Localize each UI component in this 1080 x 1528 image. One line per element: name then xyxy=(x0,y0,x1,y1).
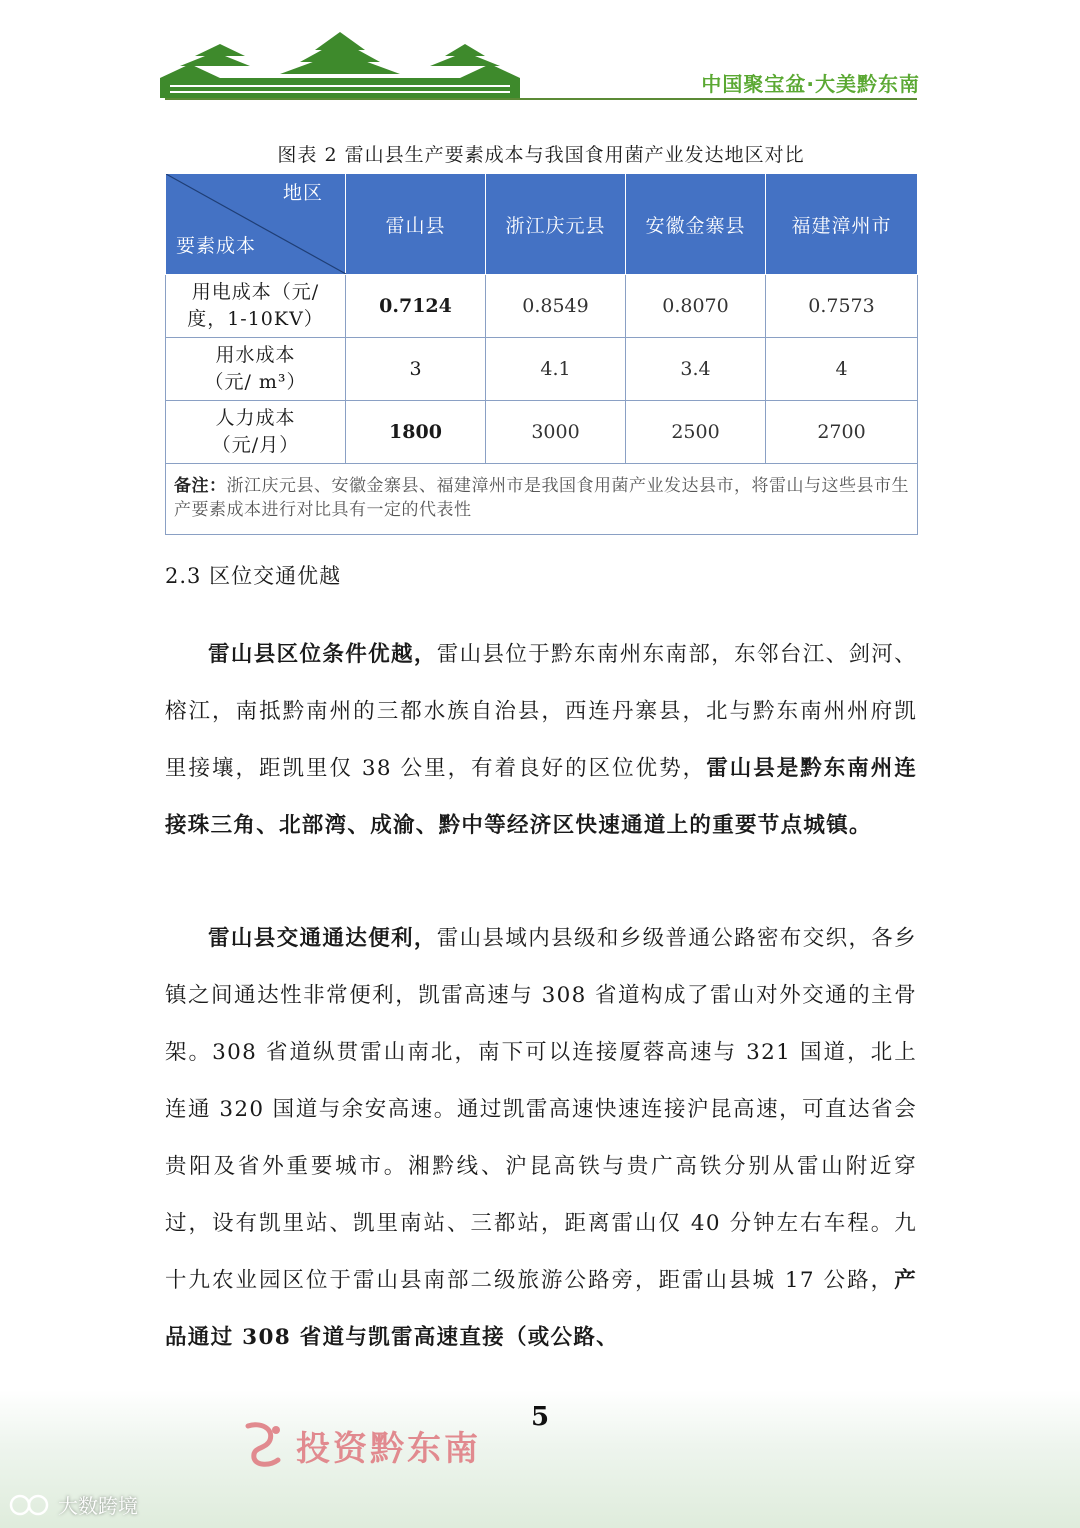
table-row xyxy=(166,338,918,401)
row-label-line: （元/月） xyxy=(211,434,300,456)
table-row xyxy=(166,401,918,464)
note-text: 浙江庆元县、安徽金寨县、福建漳州市是我国食用菌产业发达县市，将雷山与这些县市生产要素成本进行对比具有一定的代表性 xyxy=(174,476,909,520)
table-cell: 2700 xyxy=(766,401,918,464)
column-header: 雷山县 xyxy=(346,174,486,275)
paragraph-bold-text: 雷山县是黔东南州连接珠三角、北部湾、成渝、黔中等经济区快速通道上的重要节点城镇。 xyxy=(165,756,918,838)
table-cell: 4.1 xyxy=(486,338,626,401)
table-cell: 2500 xyxy=(626,401,766,464)
body-paragraph xyxy=(165,626,917,854)
row-label-line: （元/ m³） xyxy=(204,371,307,393)
table-cell: 3.4 xyxy=(626,338,766,401)
watermark-text: 大数跨境 xyxy=(58,1494,138,1518)
column-header: 浙江庆元县 xyxy=(486,174,626,275)
logo-text: 投资黔东南 xyxy=(296,1428,481,1469)
header-slogan: 中国聚宝盆·大美黔东南 xyxy=(701,72,920,96)
table-cell: 0.7124 xyxy=(346,275,486,338)
table-corner-cell xyxy=(166,174,346,275)
column-header: 福建漳州市 xyxy=(766,174,918,275)
row-label-line: 用水成本 xyxy=(215,344,296,367)
paragraph-text: 雷山县域内县级和乡级普通公路密布交织，各乡镇之间通达性非常便利，凯雷高速与 308 省道构成了雷山对外交通的主骨架。308 省道纵贯雷山南北，南下可以连接厦蓉高速与 321 国道，北上连通 320 国道与余安高速。通过凯雷高速快速连接沪昆高速，可直达省会贵阳及省外重要城市。湘黔线、沪昆高铁与贵广高铁分别从雷山附近穿过，设有凯里站、凯里南站、三都站，距离雷山仅 40 分钟左右车程。九十九农业园区位于雷山县南部二级旅游公路旁，距雷山县城 17 公路， xyxy=(165,926,917,1293)
cost-comparison-table xyxy=(165,173,918,535)
row-header-water xyxy=(166,338,346,401)
table-note xyxy=(166,464,918,535)
corner-factor-label: 要素成本 xyxy=(176,235,257,257)
page-number: 5 xyxy=(530,1402,550,1432)
page-header xyxy=(0,0,1080,110)
table-cell: 0.7573 xyxy=(766,275,918,338)
table-cell: 1800 xyxy=(346,401,486,464)
table-row xyxy=(166,275,918,338)
paragraph-lead: 雷山县区位条件优越， xyxy=(208,642,437,667)
row-header-electricity xyxy=(166,275,346,338)
table-cell: 3000 xyxy=(486,401,626,464)
table-cell: 0.8070 xyxy=(626,275,766,338)
table-caption: 图表 2 雷山县生产要素成本与我国食用菌产业发达地区对比 xyxy=(277,144,805,166)
watermark-logo-icon xyxy=(8,1493,52,1517)
paragraph-text: 雷山县位于黔东南州东南部，东邻台江、剑河、榕江，南抵黔南州的三都水族自治县，西连丹寨县，北与黔东南州州府凯里接壤，距凯里仅 38 公里，有着良好的区位优势， xyxy=(165,642,917,781)
invest-qiandongnan-logo xyxy=(240,1420,481,1470)
brand-mark-icon xyxy=(240,1420,286,1470)
drum-tower-banner-icon xyxy=(160,30,520,100)
column-header: 安徽金寨县 xyxy=(626,174,766,275)
header-divider xyxy=(165,98,917,100)
table-header-row xyxy=(166,174,918,275)
paragraph-bold-text: 产品通过 308 省道与凯雷高速直接（或公路、 xyxy=(165,1268,917,1350)
table-cell: 0.8549 xyxy=(486,275,626,338)
note-label: 备注： xyxy=(174,476,227,497)
dashu-kuajing-watermark xyxy=(8,1490,138,1519)
row-label-line: 度，1-10KV） xyxy=(187,308,324,330)
corner-region-label: 地区 xyxy=(282,182,323,204)
table-cell: 4 xyxy=(766,338,918,401)
row-header-labor xyxy=(166,401,346,464)
paragraph-lead: 雷山县交通通达便利， xyxy=(208,926,437,951)
row-label-line: 人力成本 xyxy=(215,407,296,430)
table-note-row xyxy=(166,464,918,535)
body-paragraph xyxy=(165,910,917,1366)
row-label-line: 用电成本（元/ xyxy=(191,281,320,304)
section-heading: 2.3 区位交通优越 xyxy=(165,564,342,588)
table-cell: 3 xyxy=(346,338,486,401)
